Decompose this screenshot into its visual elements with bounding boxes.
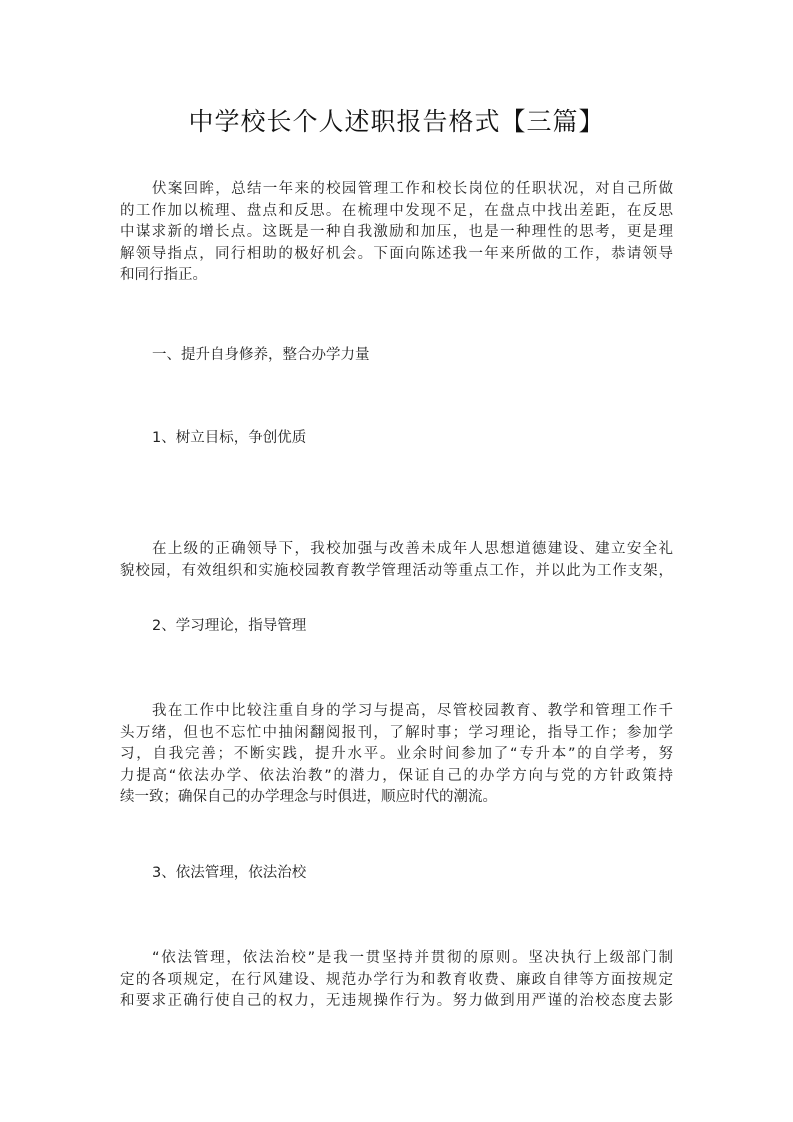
text-line: 续一致；确保自己的办学理念与时俱进，顺应时代的潮流。 [120, 789, 497, 805]
section-heading: 一、提升自身修养，整合办学力量 [152, 347, 370, 363]
text-line: 在上级的正确领导下，我校加强与改善未成年人思想道德建设、建立安全礼 [152, 541, 673, 557]
text-line: 我在工作中比较注重自身的学习与提高，尽管校园教育、教学和管理工作千 [152, 703, 673, 719]
text-line: 力提高“依法办学、依法治教”的潜力，保证自己的办学方向与党的方针政策持 [120, 767, 673, 784]
text-line: 定的各项规定，在行风建设、规范办学行为和教育收费、廉政自律等方面按规定 [120, 971, 673, 988]
subsection-heading: 1、树立目标，争创优质 [152, 430, 307, 446]
text-line: 和要求正确行使自己的权力，无违规操作行为。努力做到用严谨的治校态度去影 [120, 993, 673, 1009]
paragraph-goal [120, 539, 673, 582]
paragraph-intro [120, 179, 673, 287]
paragraph-study [120, 701, 673, 809]
text-line: “依法管理，依法治校”是我一贯坚持并贯彻的原则。坚决执行上级部门制 [152, 950, 673, 966]
text-line: 的工作加以梳理、盘点和反思。在梳理中发现不足，在盘点中找出差距，在反思 [120, 202, 673, 219]
paragraph-law [120, 948, 673, 1013]
text-line: 中谋求新的增长点。这既是一种自我激励和加压，也是一种理性的思考，更是理 [120, 224, 673, 240]
text-line: 貌校园，有效组织和实施校园教育教学管理活动等重点工作，并以此为工作支架， [120, 562, 673, 579]
text-line: 和同行指正。 [120, 267, 207, 283]
text-line: 习，自我完善；不断实践，提升水平。业余时间参加了“专升本”的自学考，努 [120, 746, 673, 762]
text-line: 头万绪，但也不忘忙中抽闲翻阅报刊，了解时事；学习理论，指导工作；参加学 [120, 724, 673, 741]
text-line: 伏案回眸，总结一年来的校园管理工作和校长岗位的任职状况，对自己所做 [152, 181, 673, 197]
subsection-heading: 2、学习理论，指导管理 [152, 618, 307, 634]
document-title: 中学校长个人述职报告格式【三篇】 [188, 107, 605, 136]
subsection-heading: 3、依法管理，依法治校 [152, 865, 307, 881]
text-line: 解领导指点，同行相助的极好机会。下面向陈述我一年来所做的工作，恭请领导 [120, 245, 673, 262]
